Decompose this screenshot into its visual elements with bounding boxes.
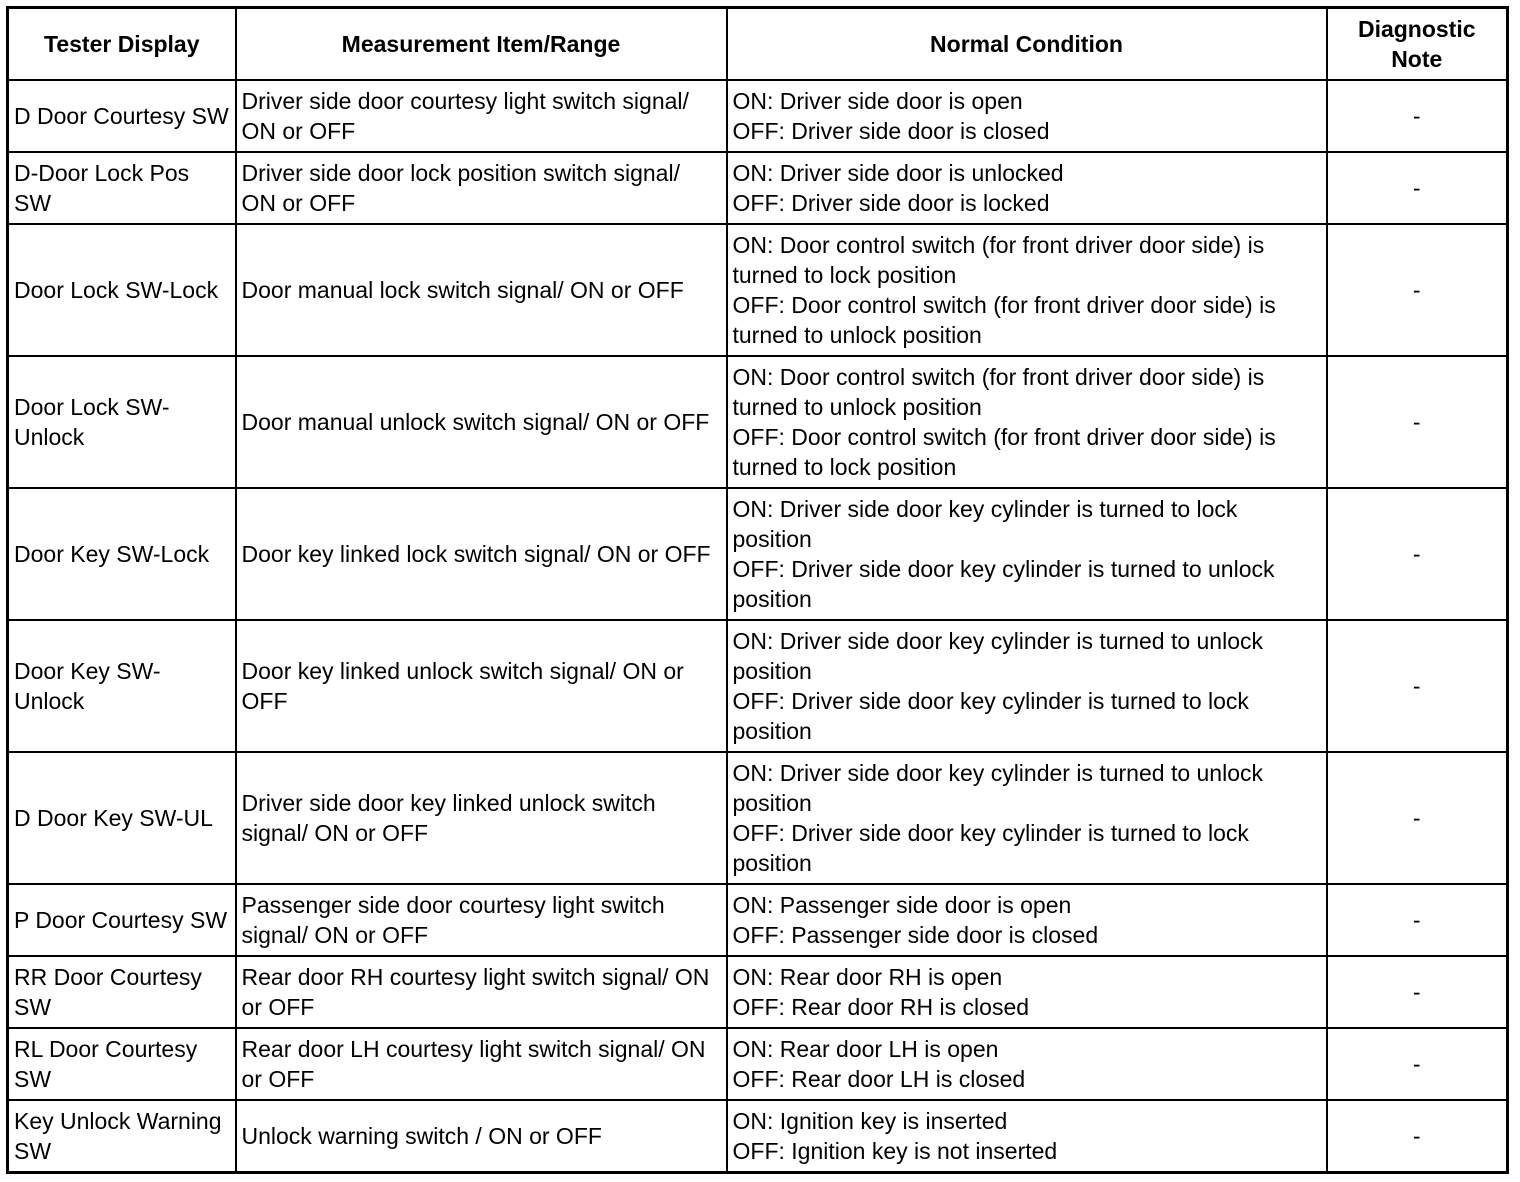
measurement-cell: Door key linked unlock switch signal/ ON or OFF [236, 620, 727, 752]
measurement-cell: Driver side door courtesy light switch signal/ ON or OFF [236, 80, 727, 152]
measurement-cell: Unlock warning switch / ON or OFF [236, 1100, 727, 1173]
normal-on-text: ON: Driver side door is unlocked [732, 160, 1064, 186]
normal-condition-cell [727, 1028, 1327, 1100]
normal-on-text: ON: Driver side door key cylinder is turned to unlock position [732, 628, 1263, 684]
normal-on-text: ON: Driver side door is open [732, 88, 1023, 114]
normal-off-text: OFF: Driver side door is closed [732, 118, 1050, 144]
normal-on-text: ON: Driver side door key cylinder is turned to lock position [732, 496, 1238, 552]
header-measurement: Measurement Item/Range [236, 8, 727, 81]
normal-off-text: OFF: Driver side door key cylinder is turned to lock position [732, 688, 1249, 744]
table-row [8, 1028, 1508, 1100]
table-row [8, 488, 1508, 620]
normal-condition-cell [727, 356, 1327, 488]
measurement-cell: Driver side door key linked unlock switch signal/ ON or OFF [236, 752, 727, 884]
diagnostic-note-cell: - [1327, 1100, 1508, 1173]
normal-on-text: ON: Ignition key is inserted [732, 1108, 1008, 1134]
normal-off-text: OFF: Door control switch (for front driver door side) is turned to unlock position [732, 292, 1276, 348]
normal-off-text: OFF: Driver side door key cylinder is turned to lock position [732, 820, 1249, 876]
measurement-cell: Door manual unlock switch signal/ ON or OFF [236, 356, 727, 488]
header-normal-condition: Normal Condition [727, 8, 1327, 81]
normal-on-text: ON: Door control switch (for front driver door side) is turned to lock position [732, 232, 1265, 288]
normal-condition-cell [727, 752, 1327, 884]
normal-on-text: ON: Rear door LH is open [732, 1036, 999, 1062]
diagnostic-note-cell: - [1327, 956, 1508, 1028]
normal-on-text: ON: Door control switch (for front driver door side) is turned to unlock position [732, 364, 1265, 420]
normal-off-text: OFF: Passenger side door is closed [732, 922, 1099, 948]
diagnostic-note-cell: - [1327, 620, 1508, 752]
normal-condition-cell [727, 152, 1327, 224]
tester-display-cell: RR Door Courtesy SW [8, 956, 236, 1028]
table-row [8, 356, 1508, 488]
diagnostic-note-cell: - [1327, 884, 1508, 956]
normal-condition-cell [727, 956, 1327, 1028]
diagnostic-note-cell: - [1327, 488, 1508, 620]
tester-display-cell: Door Lock SW-Lock [8, 224, 236, 356]
normal-on-text: ON: Passenger side door is open [732, 892, 1072, 918]
normal-off-text: OFF: Rear door LH is closed [732, 1066, 1026, 1092]
normal-condition-cell [727, 1100, 1327, 1173]
normal-on-text: ON: Driver side door key cylinder is turned to unlock position [732, 760, 1263, 816]
measurement-cell: Rear door LH courtesy light switch signal/ ON or OFF [236, 1028, 727, 1100]
header-row [8, 8, 1508, 81]
measurement-cell: Driver side door lock position switch signal/ ON or OFF [236, 152, 727, 224]
tester-display-cell: RL Door Courtesy SW [8, 1028, 236, 1100]
normal-off-text: OFF: Door control switch (for front driver door side) is turned to lock position [732, 424, 1276, 480]
table-row [8, 152, 1508, 224]
diagnostic-note-cell: - [1327, 356, 1508, 488]
normal-off-text: OFF: Rear door RH is closed [732, 994, 1030, 1020]
table-row [8, 80, 1508, 152]
tester-display-cell: P Door Courtesy SW [8, 884, 236, 956]
tester-display-cell: D-Door Lock Pos SW [8, 152, 236, 224]
table-row [8, 620, 1508, 752]
table-row [8, 752, 1508, 884]
diagnostic-note-cell: - [1327, 752, 1508, 884]
tester-display-cell: Door Key SW-Unlock [8, 620, 236, 752]
normal-condition-cell [727, 884, 1327, 956]
tester-display-cell: D Door Courtesy SW [8, 80, 236, 152]
measurement-cell: Rear door RH courtesy light switch signal/ ON or OFF [236, 956, 727, 1028]
normal-condition-cell [727, 620, 1327, 752]
data-list-table [6, 6, 1509, 1174]
measurement-cell: Passenger side door courtesy light switch signal/ ON or OFF [236, 884, 727, 956]
table-row [8, 884, 1508, 956]
normal-condition-cell [727, 80, 1327, 152]
table-row [8, 1100, 1508, 1173]
header-diagnostic-note: Diagnostic Note [1327, 8, 1508, 81]
normal-off-text: OFF: Ignition key is not inserted [732, 1138, 1058, 1164]
diagnostic-note-cell: - [1327, 80, 1508, 152]
measurement-cell: Door key linked lock switch signal/ ON or OFF [236, 488, 727, 620]
measurement-cell: Door manual lock switch signal/ ON or OFF [236, 224, 727, 356]
normal-on-text: ON: Rear door RH is open [732, 964, 1003, 990]
normal-off-text: OFF: Driver side door key cylinder is turned to unlock position [732, 556, 1275, 612]
tester-display-cell: Door Lock SW-Unlock [8, 356, 236, 488]
tester-display-cell: Door Key SW-Lock [8, 488, 236, 620]
tester-display-cell: D Door Key SW-UL [8, 752, 236, 884]
diagnostic-note-cell: - [1327, 1028, 1508, 1100]
diagnostic-note-cell: - [1327, 152, 1508, 224]
table-row [8, 956, 1508, 1028]
tester-display-cell: Key Unlock Warning SW [8, 1100, 236, 1173]
normal-condition-cell [727, 488, 1327, 620]
normal-condition-cell [727, 224, 1327, 356]
diagnostic-note-cell: - [1327, 224, 1508, 356]
header-tester-display: Tester Display [8, 8, 236, 81]
normal-off-text: OFF: Driver side door is locked [732, 190, 1050, 216]
table-row [8, 224, 1508, 356]
